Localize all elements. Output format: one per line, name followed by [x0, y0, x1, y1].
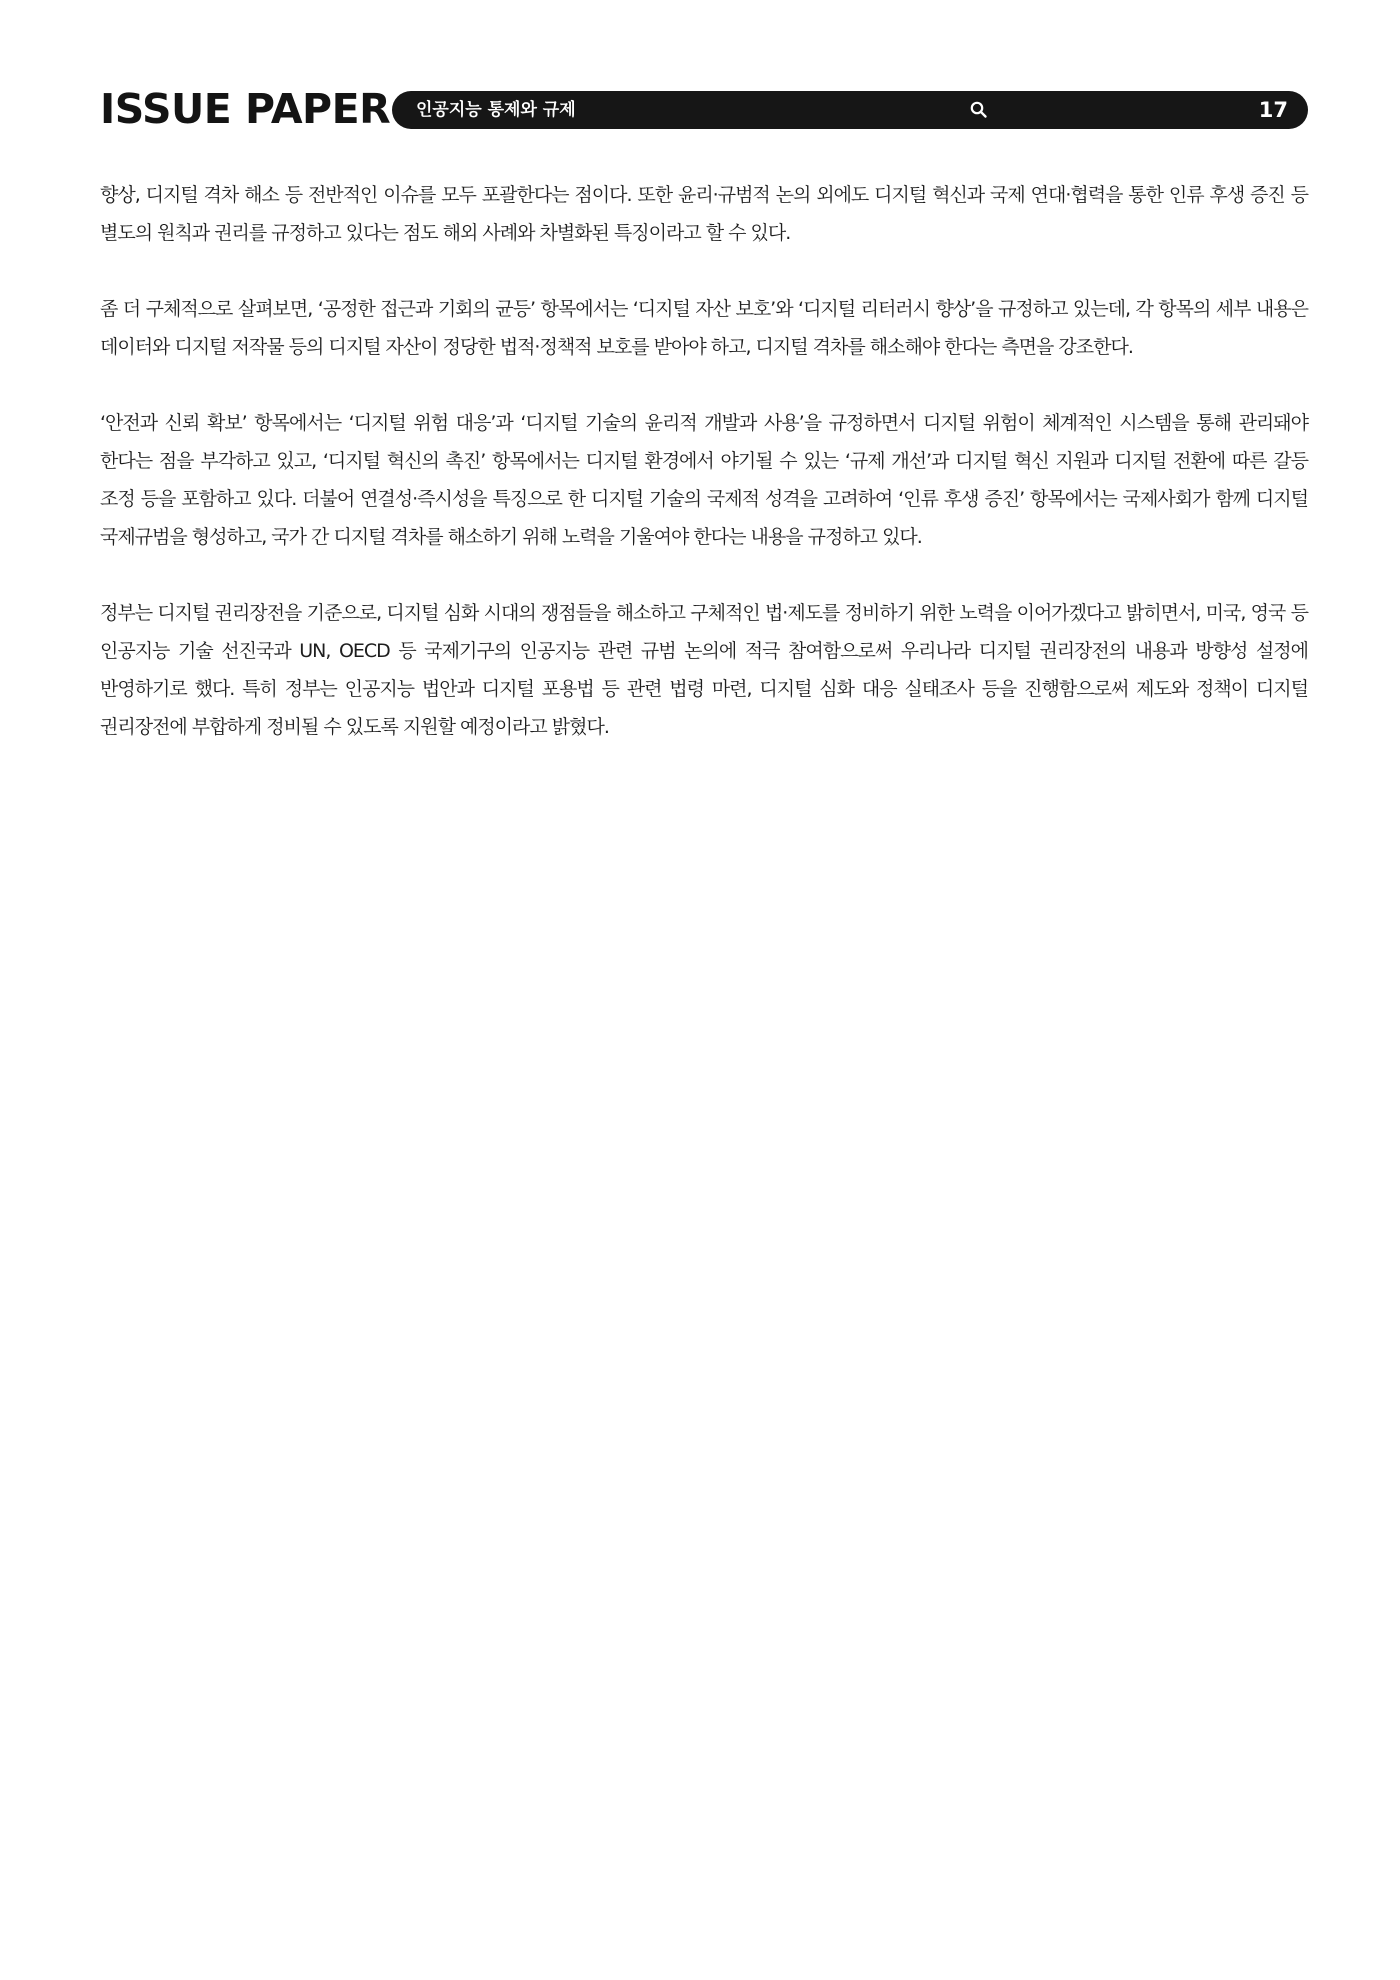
body-text	[100, 176, 1308, 784]
brand-title: ISSUE PAPER	[100, 85, 391, 133]
paragraph-2: 좀 더 구체적으로 살펴보면, ‘공정한 접근과 기회의 균등’ 항목에서는 ‘디지털 자산 보호’와 ‘디지털 리터러시 향상’을 규정하고 있는데, 각 항목의 세부 내용은 데이터와 디지털 저작물 등의 디지털 자산이 정당한 법적·정책적 보호를 받아야 하고, 디지털 격차를 해소해야 한다는 측면을 강조한다.	[100, 298, 1308, 358]
search-icon[interactable]	[969, 100, 989, 120]
page-number: 17	[1258, 98, 1288, 122]
paragraph-1: 향상, 디지털 격차 해소 등 전반적인 이슈를 모두 포괄한다는 점이다. 또한 윤리·규범적 논의 외에도 디지털 혁신과 국제 연대·협력을 통한 인류 후생 증진 등 별도의 원칙과 권리를 규정하고 있다는 점도 해외 사례와 차별화된 특징이라고 할 수 있다.	[100, 184, 1308, 244]
section-bar	[392, 91, 1308, 129]
page-header	[100, 84, 1308, 134]
paragraph-3: ‘안전과 신뢰 확보’ 항목에서는 ‘디지털 위험 대응’과 ‘디지털 기술의 윤리적 개발과 사용’을 규정하면서 디지털 위험이 체계적인 시스템을 통해 관리돼야 한다는 점을 부각하고 있고, ‘디지털 혁신의 촉진’ 항목에서는 디지털 환경에서 야기될 수 있는 ‘규제 개선’과 디지털 혁신 지원과 디지털 전환에 따른 갈등 조정 등을 포함하고 있다. 더불어 연결성·즉시성을 특징으로 한 디지털 기술의 국제적 성격을 고려하여 ‘인류 후생 증진’ 항목에서는 국제사회가 함께 디지털 국제규범을 형성하고, 국가 간 디지털 격차를 해소하기 위해 노력을 기울여야 한다는 내용을 규정하고 있다.	[100, 412, 1308, 548]
section-title: 인공지능 통제와 규제	[416, 100, 576, 120]
paragraph-4: 정부는 디지털 권리장전을 기준으로, 디지털 심화 시대의 쟁점들을 해소하고 구체적인 법·제도를 정비하기 위한 노력을 이어가겠다고 밝히면서, 미국, 영국 등 인공지능 기술 선진국과 UN, OECD 등 국제기구의 인공지능 관련 규범 논의에 적극 참여함으로써 우리나라 디지털 권리장전의 내용과 방향성 설정에 반영하기로 했다. 특히 정부는 인공지능 법안과 디지털 포용법 등 관련 법령 마련, 디지털 심화 대응 실태조사 등을 진행함으로써 제도와 정책이 디지털 권리장전에 부합하게 정비될 수 있도록 지원할 예정이라고 밝혔다.	[100, 602, 1308, 738]
